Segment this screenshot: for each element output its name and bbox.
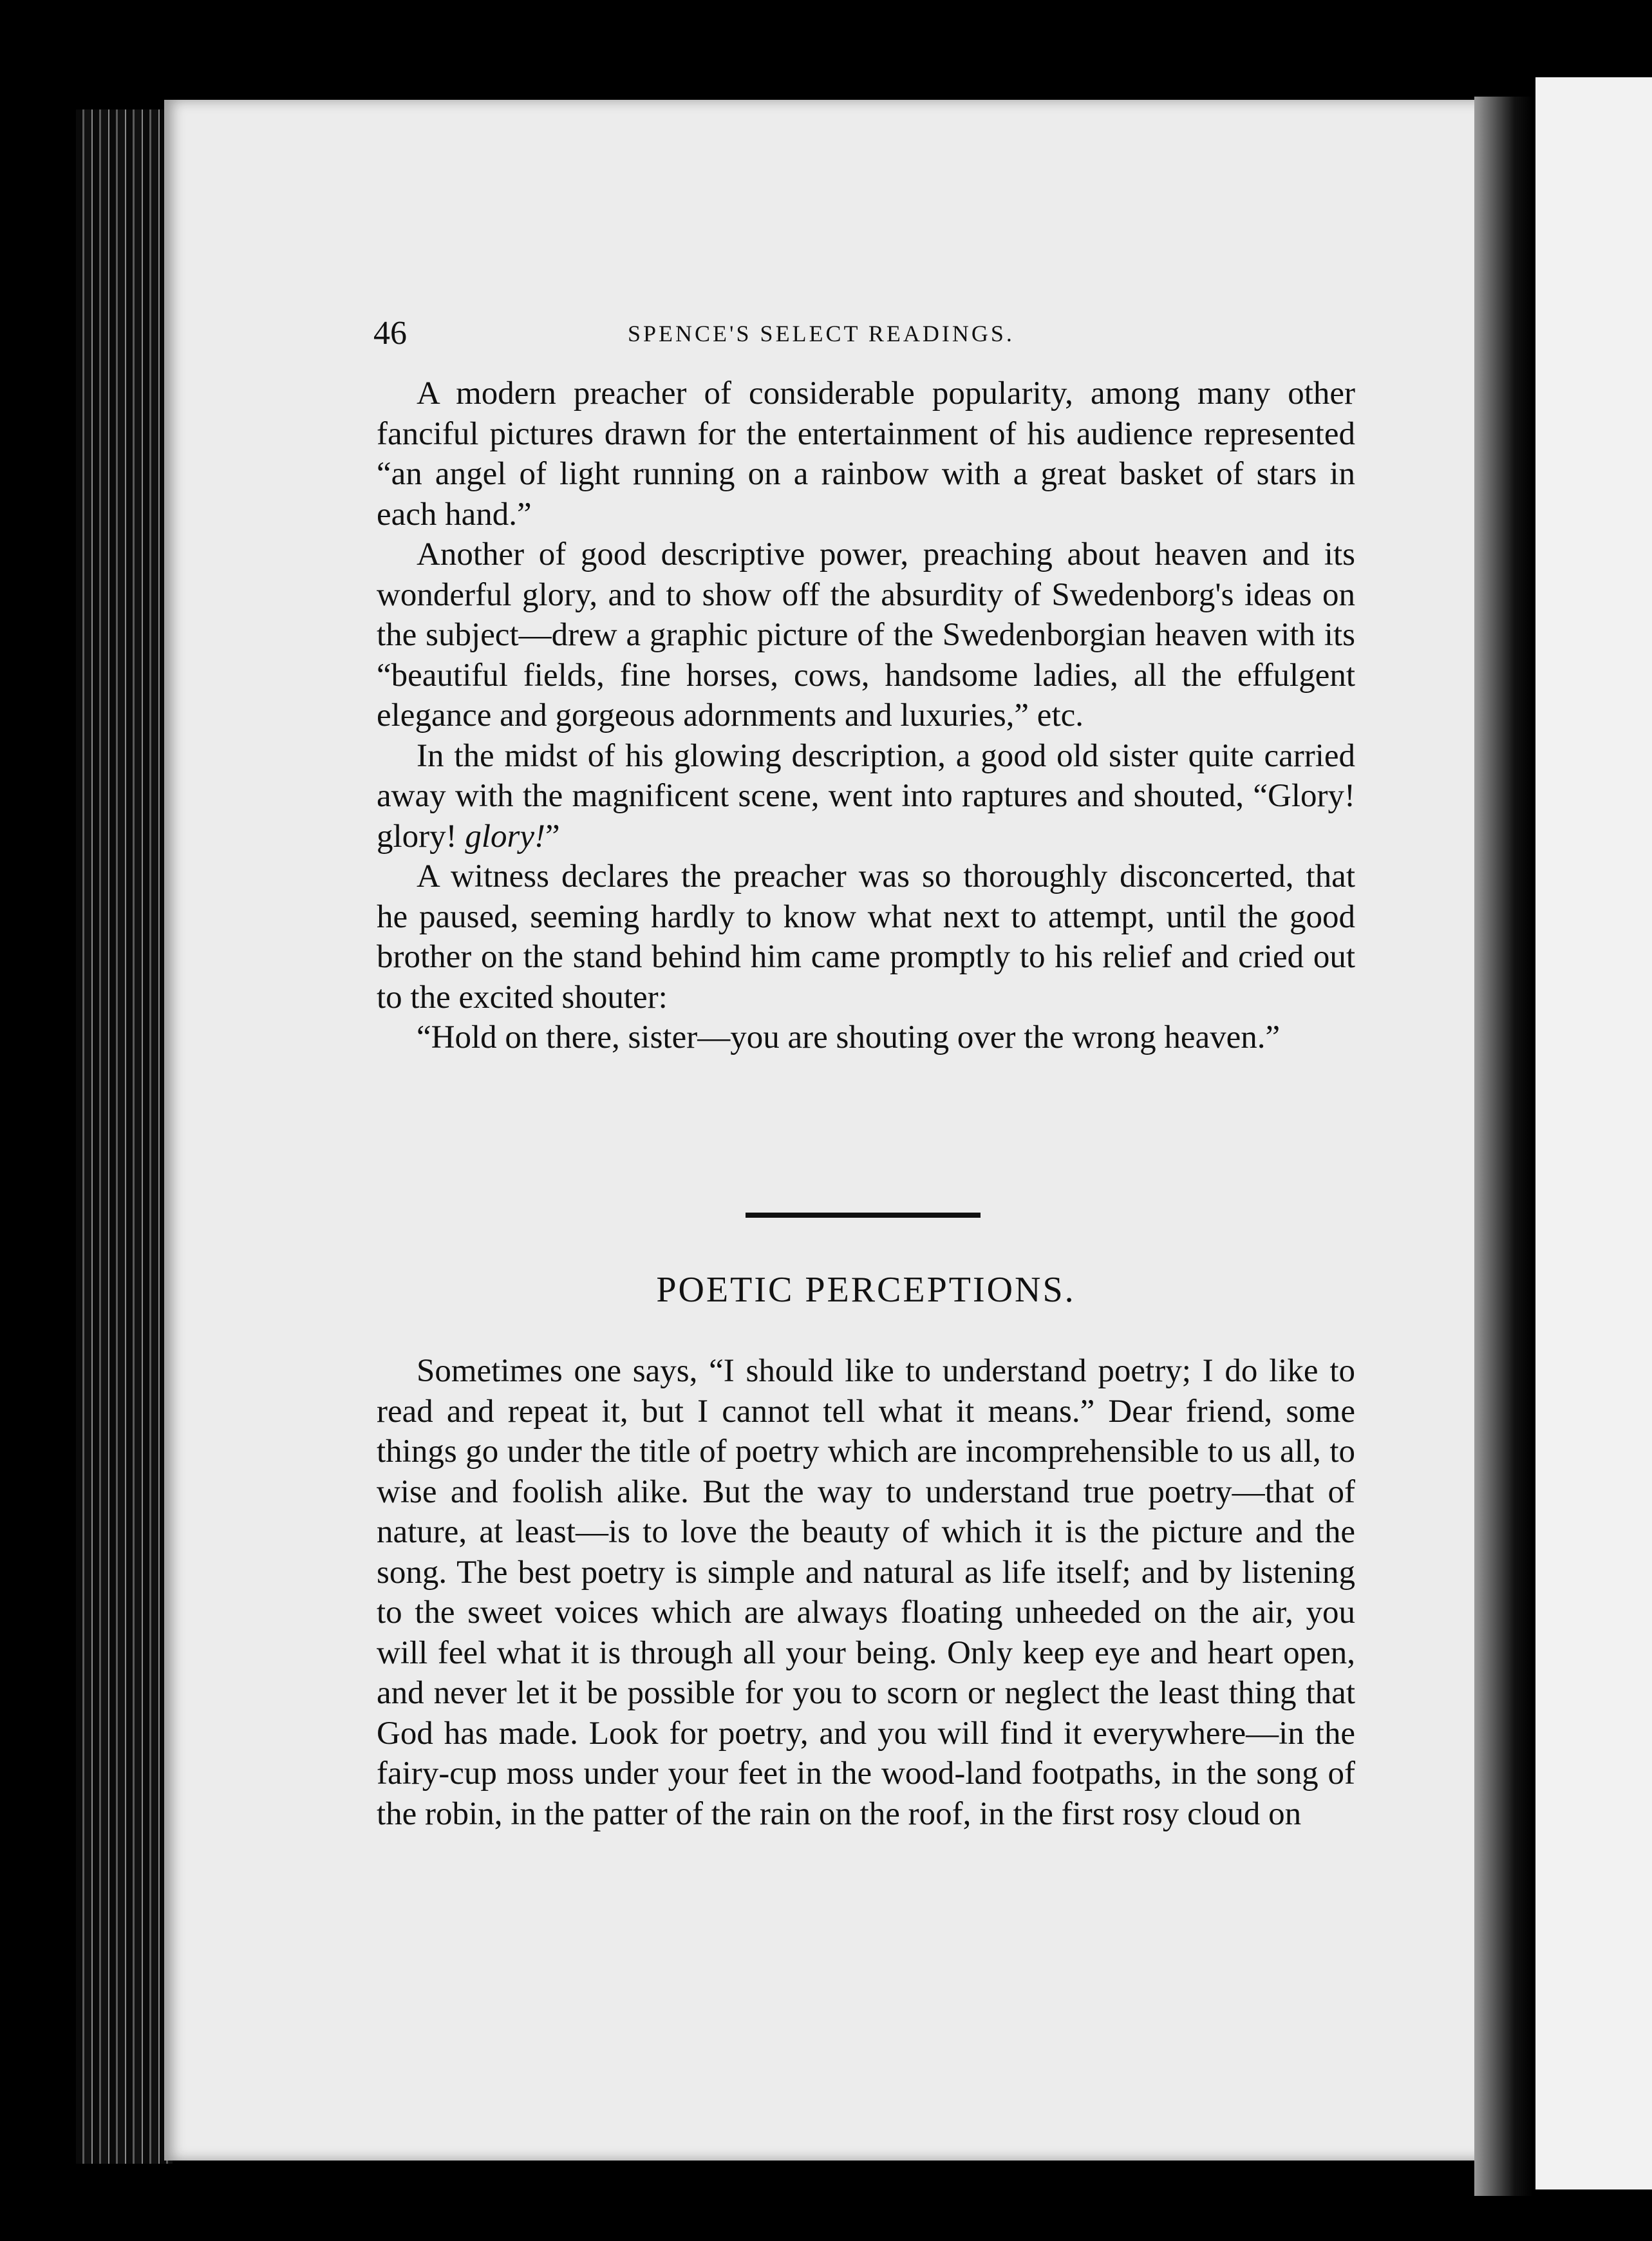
book-gutter-shadow <box>1474 97 1532 2196</box>
page-header <box>373 314 1352 353</box>
paragraph <box>377 736 1355 857</box>
paragraph-text: In the midst of his glowing description, a good old sister quite carried away with the magnificent scene, went into raptures and shouted, “Glory! glory! <box>377 737 1355 855</box>
paragraph: Sometimes one says, “I should like to understand poetry; I do like to read and repeat it, but I cannot tell what it means.” Dear friend, some things go under the title of poetry which are incomprehensible to us all, to wise and foolish alike. But the way to understand true poetry—that of nature, at least—is to love the beauty of which it is the picture and the song. The best poetry is simple and natural as life itself; and by listening to the sweet voices which are always floating unheeded on the air, you will feel what it is through all your being. Only keep eye and heart open, and never let it be possible for you to scorn or neglect the least thing that God has made. Look for poetry, and you will find it everywhere—in the fairy-cup moss under your feet in the wood-land footpaths, in the song of the robin, in the patter of the rain on the roof, in the first rosy cloud on <box>377 1353 1355 1832</box>
paragraph: A witness declares the preacher was so thoroughly disconcerted, that he paused, seeming hardly to know what next to attempt, until the good brother on the stand behind him came promptly to his relief and cried out to the excited shouter: <box>377 858 1355 1016</box>
page-number: 46 <box>373 315 407 352</box>
paragraph-text: ” <box>545 818 560 855</box>
section-divider <box>746 1213 981 1218</box>
facing-page <box>1535 77 1652 2189</box>
emphasized-text: glory! <box>465 818 546 855</box>
paragraph: A modern preacher of considerable popularity, among many other fanciful pictures drawn for the entertainment of his audience represented “an angel of light running on a rainbow with a great basket of stars in each hand.” <box>377 375 1355 533</box>
running-head: SPENCE'S SELECT READINGS. <box>628 321 1015 346</box>
poetic-perceptions-text <box>377 1351 1355 1834</box>
book-page-edges <box>76 109 173 2164</box>
paragraph: “Hold on there, sister—you are shouting over the wrong heaven.” <box>417 1019 1281 1055</box>
section-title: POETIC PERCEPTIONS. <box>656 1270 1076 1310</box>
paragraph: Another of good descriptive power, preaching about heaven and its wonderful glory, and to show off the absurdity of Swedenborg's ideas on the subject—drew a graphic picture of the Swedenborgian heaven with its “beautiful fields, fine horses, cows, handsome ladies, all the effulgent elegance and gorgeous adornments and luxuries,” etc. <box>377 536 1355 733</box>
anecdote-text <box>377 374 1355 1058</box>
